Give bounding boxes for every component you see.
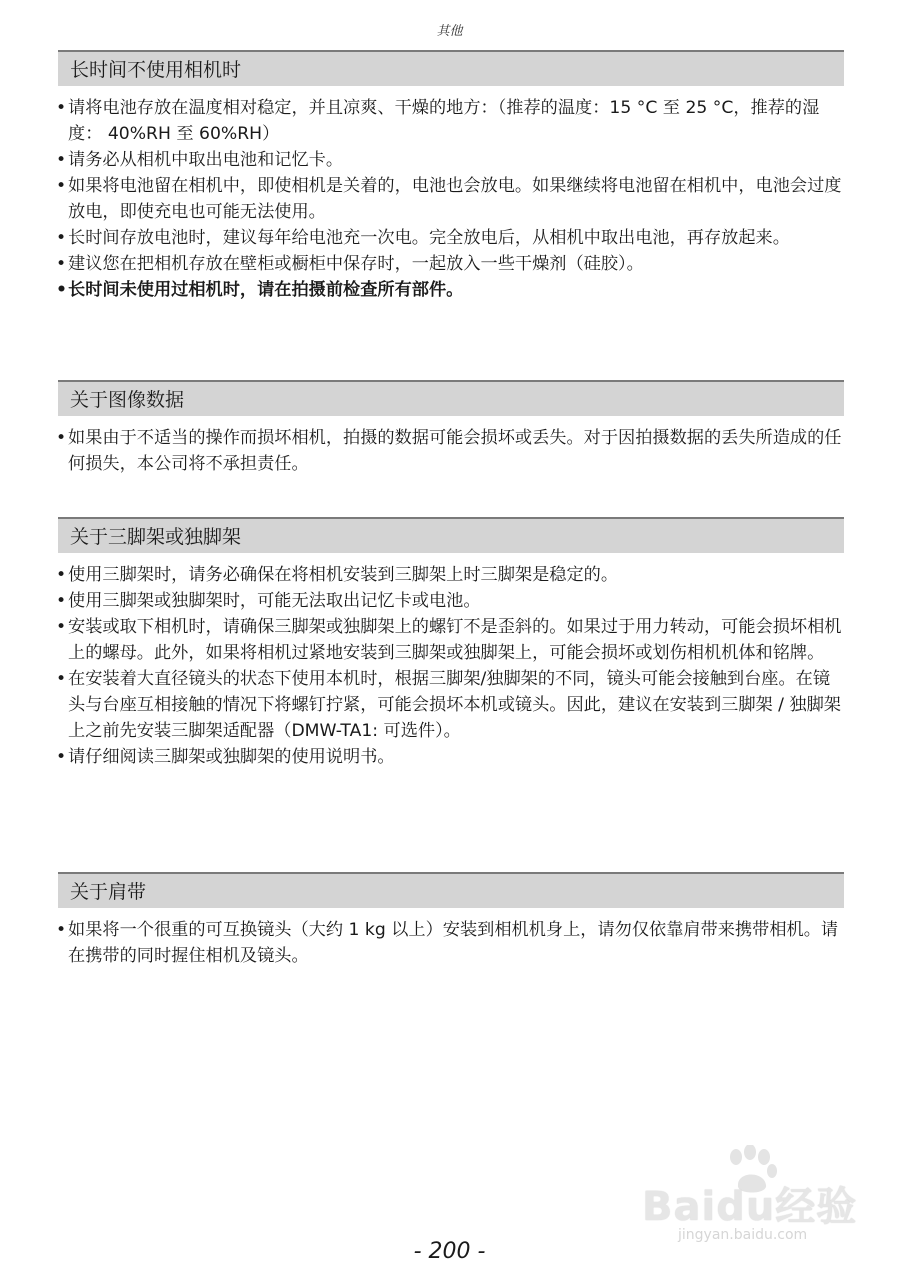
bullet-list [58, 562, 844, 770]
list-item: • 安装或取下相机时，请确保三脚架或独脚架上的螺钉不是歪斜的。如果过于用力转动，可能会损坏相机上的螺母。此外，如果将相机过紧地安装到三脚架或独脚架上，可能会损坏或划伤相机机体和铭牌。 [58, 614, 844, 666]
list-item: • 长时间存放电池时，建议每年给电池充一次电。完全放电后，从相机中取出电池，再存放起来。 [58, 225, 844, 251]
list-item: • 如果由于不适当的操作而损坏相机，拍摄的数据可能会损坏或丢失。对于因拍摄数据的丢失所造成的任何损失，本公司将不承担责任。 [58, 425, 844, 477]
bullet-list [58, 425, 844, 477]
list-item: • 建议您在把相机存放在壁柜或橱柜中保存时，一起放入一些干燥剂（硅胶）。 [58, 251, 844, 277]
watermark-url: jingyan.baidu.com [678, 1227, 808, 1243]
list-item: • 如果将一个很重的可互换镜头（大约 1 kg 以上）安装到相机机身上，请勿仅依靠肩带来携带相机。请在携带的同时握住相机及镜头。 [58, 917, 844, 969]
list-item: • 请务必从相机中取出电池和记忆卡。 [58, 147, 844, 173]
list-item: • 在安装着大直径镜头的状态下使用本机时，根据三脚架/独脚架的不同，镜头可能会接触到台座。在镜头与台座互相接触的情况下将螺钉拧紧，可能会损坏本机或镜头。因此，建议在安装到三脚架 / 独脚架上之前先安装三脚架适配器（DMW-TA1: 可选件）。 [58, 666, 844, 744]
section-tripod [58, 517, 844, 770]
section-strap [58, 872, 844, 969]
list-item: • 请仔细阅读三脚架或独脚架的使用说明书。 [58, 744, 844, 770]
list-item: • 请将电池存放在温度相对稳定，并且凉爽、干燥的地方：（推荐的温度：15 °C 至 25 °C，推荐的湿度： 40%RH 至 60%RH） [58, 95, 844, 147]
section-title: 关于图像数据 [58, 380, 844, 416]
page-number: - 200 - [413, 1239, 486, 1264]
list-item: • 使用三脚架时，请务必确保在将相机安装到三脚架上时三脚架是稳定的。 [58, 562, 844, 588]
baidu-watermark [642, 1145, 858, 1245]
section-image-data [58, 380, 844, 477]
section-title: 关于三脚架或独脚架 [58, 517, 844, 553]
bullet-list [58, 917, 844, 969]
list-item: • 使用三脚架或独脚架时，可能无法取出记忆卡或电池。 [58, 588, 844, 614]
running-header: 其他 [436, 24, 463, 39]
watermark-brand: Baidu经验 [642, 1184, 858, 1230]
section-title: 长时间不使用相机时 [58, 50, 844, 86]
section-title: 关于肩带 [58, 872, 844, 908]
bullet-list [58, 95, 844, 303]
list-item: • 长时间未使用过相机时，请在拍摄前检查所有部件。 [58, 277, 844, 303]
section-storage [58, 50, 844, 303]
list-item: • 如果将电池留在相机中，即使相机是关着的，电池也会放电。如果继续将电池留在相机中，电池会过度放电，即使充电也可能无法使用。 [58, 173, 844, 225]
